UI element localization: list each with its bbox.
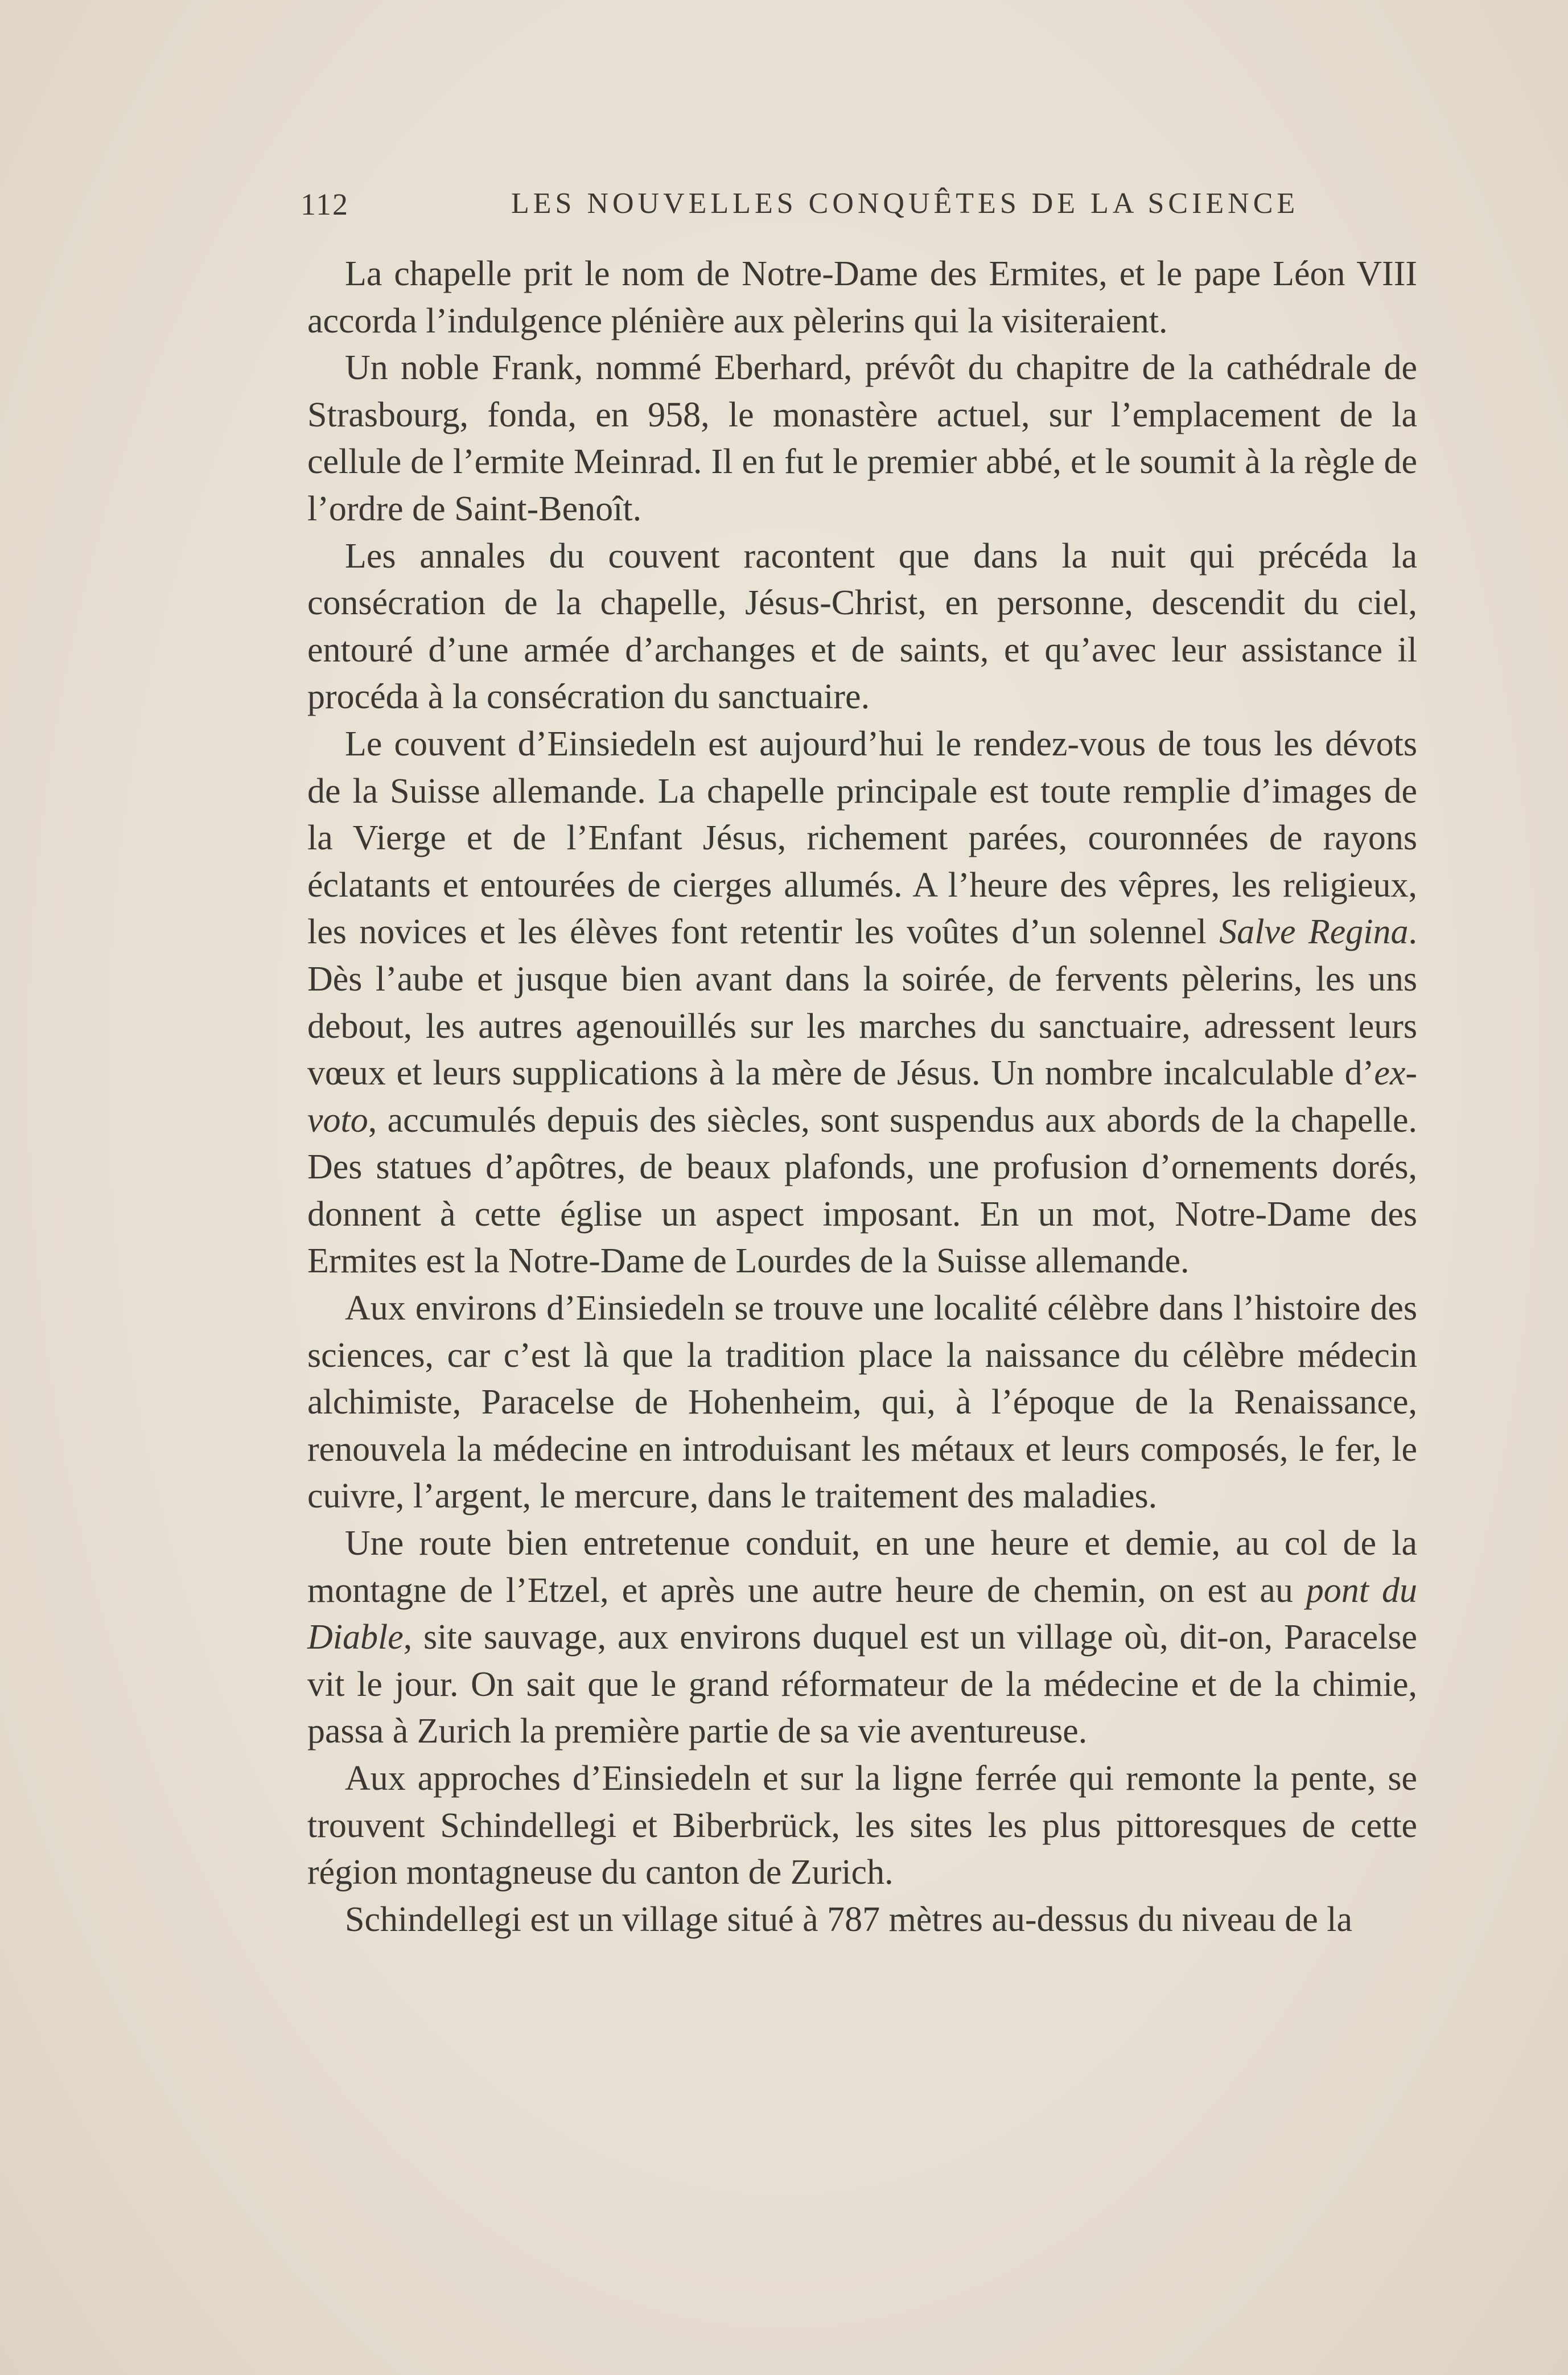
paragraph-7: Aux approches d’Einsiedeln et sur la ligne ferrée qui remonte la pente, se trouvent Schindellegi et Biberbrück, les sites les plus pittoresques de cette région montagneuse du canton de Zurich. [307, 1759, 1417, 1892]
paragraph-3: Les annales du couvent racontent que dans la nuit qui précéda la consécration de la chapelle, Jésus-Christ, en personne, descendit du ciel, entouré d’une armée d’archanges et de saints, et qu’avec leur assistance il procéda à la consécration du sanctuaire. [307, 536, 1417, 717]
paragraph-6 [307, 1520, 1417, 1755]
paragraph-8: Schindellegi est un village situé à 787 mètres au-dessus du niveau de la [345, 1900, 1352, 1939]
paragraph-1: La chapelle prit le nom de Notre-Dame des Ermites, et le pape Léon VIII accorda l’indulgence plénière aux pèlerins qui la visiteraient. [307, 254, 1417, 340]
page-number: 112 [301, 187, 349, 221]
paragraph-5: Aux environs d’Einsiedeln se trouve une localité célèbre dans l’histoire des sciences, car c’est là que la tradition place la naissance du célèbre médecin alchimiste, Paracelse de Hohenheim, qui, à l’époque de la Renaissance, renouvela la médecine en introduisant les métaux et leurs composés, le fer, le cuivre, l’argent, le mercure, dans le traitement des maladies. [307, 1289, 1417, 1516]
paragraph-4 [307, 721, 1417, 1285]
paragraph-2: Un noble Frank, nommé Eberhard, prévôt du chapitre de la cathédrale de Strasbourg, fonda, en 958, le monastère actuel, sur l’emplacement de la cellule de l’ermite Meinrad. Il en fut le premier abbé, et le soumit à la règle de l’ordre de Saint-Benoît. [307, 348, 1417, 528]
paragraph-6-italic-pont-du-diable: pont du Diable [307, 1571, 1417, 1657]
paragraph-4-part-1: Le couvent d’Einsiedeln est aujourd’hui le rendez-vous de tous les dévots de la Suisse allemande. La chapelle principale est toute remplie d’images de la Vierge et de l’Enfant Jésus, richement parées, couronnées de rayons éclatants et entourées de cierges allumés. A l’heure des vêpres, les religieux, les novices et les élèves font retentir les voûtes d’un solennel [307, 724, 1417, 952]
running-head [301, 187, 1416, 227]
running-title: LES NOUVELLES CONQUÊTES DE LA SCIENCE [511, 187, 1299, 220]
paragraph-6-part-2: , site sauvage, aux environs duquel est un village où, dit-on, Paracelse vit le jour. On sait que le grand réformateur de la médecine et de la chimie, passa à Zurich la première partie de sa vie aventureuse. [307, 1618, 1417, 1751]
body-text [307, 250, 1417, 1943]
paragraph-4-italic-salve-regina: Salve Regina [1219, 913, 1409, 952]
paragraph-4-part-2: . Dès l’aube et jusque bien avant dans la soirée, de fervents pèlerins, les uns debout, les autres agenouillés sur les marches du sanctuaire, adressent leurs vœux et leurs supplications à la mère de Jésus. Un nombre incalculable d’ [307, 913, 1417, 1093]
paragraph-4-part-3: , accumulés depuis des siècles, sont suspendus aux abords de la chapelle. Des statues d’apôtres, de beaux plafonds, une profusion d’ornements dorés, donnent à cette église un aspect imposant. En un mot, Notre-Dame des Ermites est la Notre-Dame de Lourdes de la Suisse allemande. [307, 1100, 1417, 1281]
paragraph-6-part-1: Une route bien entretenue conduit, en une heure et demie, au col de la montagne de l’Etzel, et après une autre heure de chemin, on est au [307, 1524, 1417, 1610]
paragraph-4-italic-ex-voto: ex-voto [307, 1054, 1417, 1140]
